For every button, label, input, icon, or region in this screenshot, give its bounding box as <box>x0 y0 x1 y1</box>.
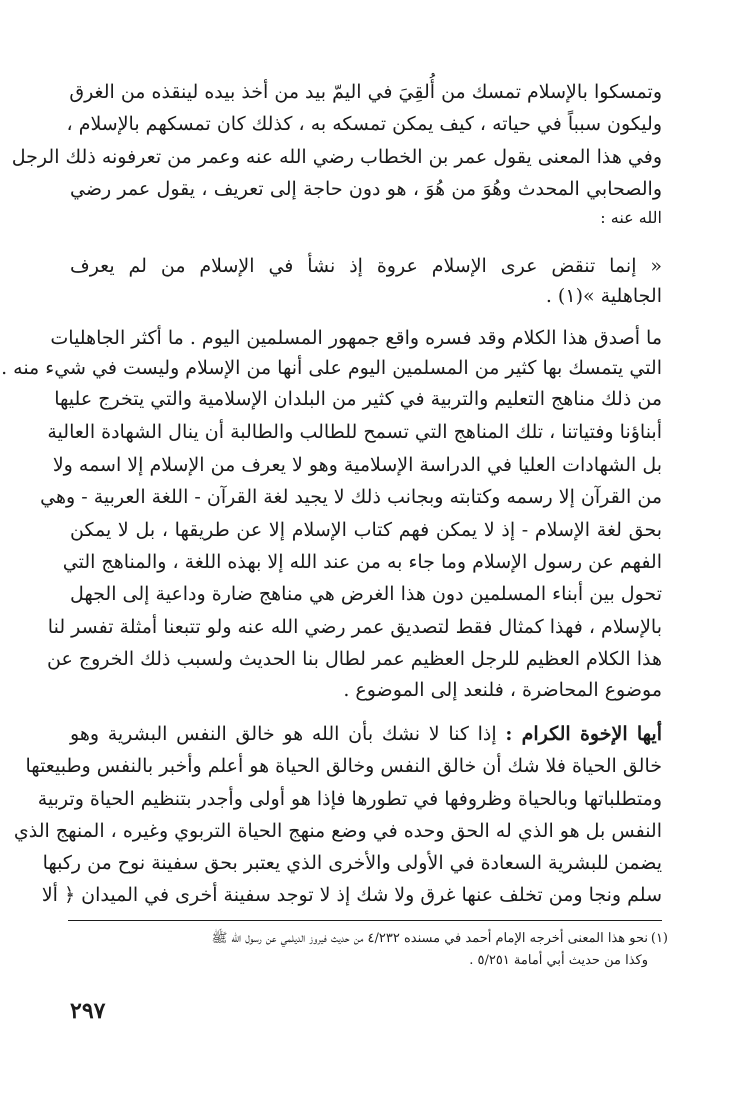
text-line: ومتطلباتها وبالحياة وظروفها في تطورها فإذا هو أولى وأجدر بتنظيم الحياة وتربية <box>37 788 662 810</box>
text-line: أبناؤنا وفتياتنا ، تلك المناهج التي تسمح للطالب والطالبة أن ينال الشهادة العالية <box>47 421 662 443</box>
text-line: بالإسلام ، فهذا كمثال فقط لتصديق عمر رضي الله عنه ولو تتبعنا أمثلة تفسر لنا <box>47 616 662 638</box>
text-line: وليكون سبباً في حياته ، كيف يمكن تمسكه به ، كذلك كان تمسكهم بالإسلام ، <box>66 113 662 135</box>
text-line: وفي هذا المعنى يقول عمر بن الخطاب رضي الله عنه وعمر من تعرفونه ذلك الرجل <box>11 146 662 168</box>
text-segment: إذا كنا لا نشك بأن الله هو خالق النفس البشرية وهو <box>70 723 506 745</box>
text-line: ما أصدق هذا الكلام وقد فسره واقع جمهور المسلمين اليوم . ما أكثر الجاهليات <box>50 327 662 349</box>
text-line: التي يتمسك بها كثير من المسلمين اليوم على أنها من الإسلام وليست في شيء منه . <box>1 357 662 379</box>
quote-line: « إنما تنقض عرى الإسلام عروة إذ نشأ في الإسلام من لم يعرف <box>70 255 662 277</box>
footnote-line: وكذا من حديث أبي أمامة ٥/٢٥١ . <box>469 953 648 968</box>
text-line: والصحابي المحدث وهُوَ من هُوَ ، هو دون حاجة إلى تعريف ، يقول عمر رضي <box>70 178 662 200</box>
text-line: تحول بين أبناء المسلمين دون هذا الغرض هي مناهج ضارة وداعية إلى الجهل <box>70 583 662 605</box>
text-line <box>70 720 662 748</box>
footnote-divider <box>68 920 662 921</box>
text-line: الله عنه : <box>600 208 662 227</box>
page-number: ٢٩٧ <box>70 998 106 1024</box>
text-line: الفهم عن رسول الإسلام وما جاء به من عند الله إلا بهذه اللغة ، والمناهج التي <box>62 551 662 573</box>
text-line: النفس بل هو الذي له الحق وحده في وضع منهج الحياة التربوي وغيره ، المنهج الذي <box>13 820 662 842</box>
text-line: موضوع المحاضرة ، فلنعد إلى الموضوع . <box>343 679 662 701</box>
text-line: هذا الكلام العظيم للرجل العظيم عمر لطال بنا الحديث ولسبب ذلك الخروج عن <box>47 648 662 670</box>
text-line: بحق لغة الإسلام - إذ لا يمكن فهم كتاب الإسلام إلا عن طريقها ، بل لا يمكن <box>70 519 662 541</box>
quote-line: الجاهلية »(١) . <box>545 285 662 307</box>
text-line: من ذلك مناهج التعليم والتربية في كثير من البلدان الإسلامية والتي يتخرج عليها <box>54 388 662 410</box>
text-line: وتمسكوا بالإسلام تمسك من أُلقِيَ في اليمّ بيد من أخذ بيده لينقذه من الغرق <box>69 81 662 103</box>
text-line: خالق الحياة فلا شك أن خالق النفس وخالق الحياة هو أعلم وأخبر بالنفس وطبيعتها <box>25 755 662 777</box>
text-line: سلم ونجا ومن تخلف عنها غرق ولا شك إذ لا توجد سفينة أخرى في الميدان ﴿ ألا <box>41 884 662 906</box>
text-line: بل الشهادات العليا في الدراسة الإسلامية وهو لا يعرف من الإسلام إلا اسمه ولا <box>52 454 662 476</box>
text-line: من القرآن إلا رسمه وكتابته وبجانب ذلك لا يجيد لغة القرآن - اللغة العربية - وهي <box>40 486 662 508</box>
footnote-number: (١) <box>650 931 668 946</box>
footnote-line: نحو هذا المعنى أخرجه الإمام أحمد في مسنده ٤/٢٣٢ من حديث فيروز الديلمي عن رسول الله ﷺ <box>211 931 648 946</box>
text-line: يضمن للبشرية السعادة في الأولى والأخرى الذي يعتبر بحق سفينة نوح من ركبها <box>42 852 662 874</box>
paragraph-lead: أيها الإخوة الكرام : <box>505 723 662 745</box>
